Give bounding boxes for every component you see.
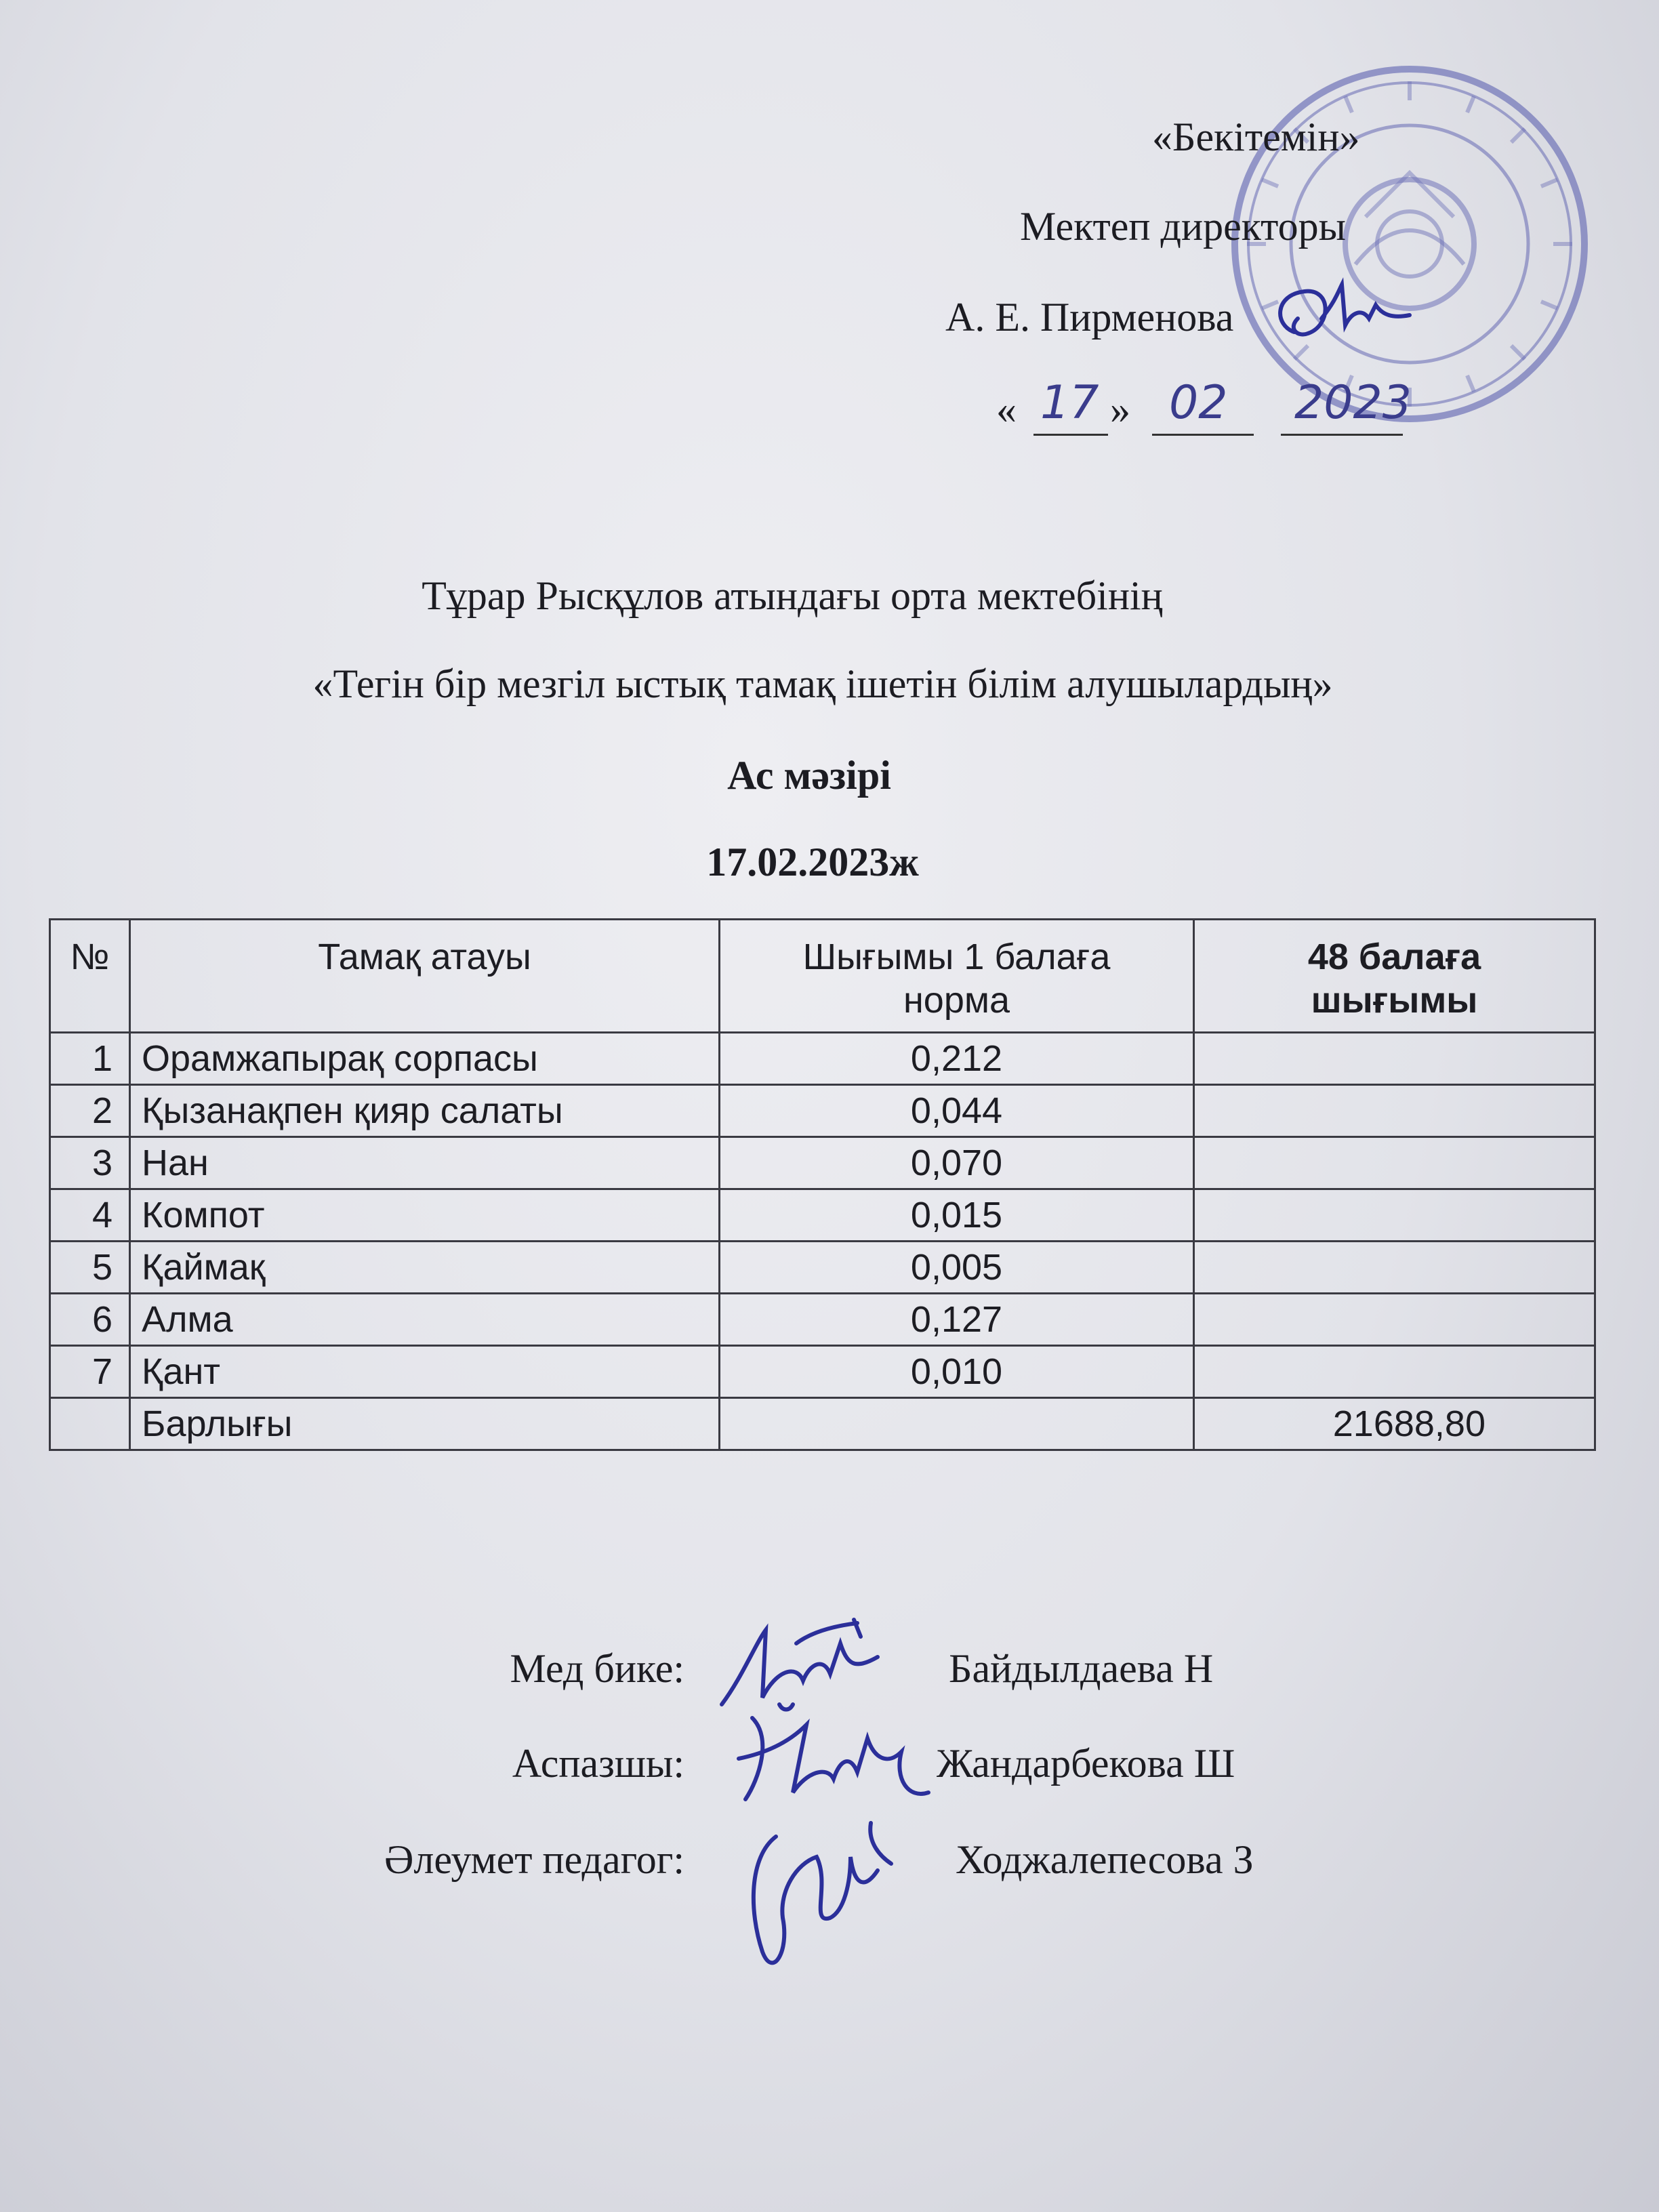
- row-dish-name: Алма: [130, 1294, 720, 1346]
- program-line: «Тегін бір мезгіл ыстық тамақ ішетін білім алушылардың»: [312, 661, 1333, 706]
- school-name-line: Тұрар Рысқұлов атындағы орта мектебінің: [422, 573, 1163, 618]
- row-dish-name: Орамжапырақ сорпасы: [130, 1033, 720, 1085]
- row-dish-name: Қаймақ: [130, 1242, 720, 1294]
- table-row: [50, 1242, 1595, 1294]
- cook-signature: [732, 1698, 935, 1813]
- header-total-48: 48 балаға шығымы: [1194, 920, 1595, 1033]
- approval-name: А. Е. Пирменова: [945, 295, 1234, 340]
- approval-title: «Бекітемін»: [1152, 115, 1360, 159]
- table-row: [50, 1085, 1595, 1137]
- signature-person-name: Ходжалепесова З: [956, 1837, 1254, 1882]
- date-day: 17: [1040, 376, 1099, 430]
- table-row: [50, 1346, 1595, 1398]
- signature-role-label: Аспазшы:: [512, 1741, 684, 1786]
- row-total-value: [1194, 1189, 1595, 1242]
- total-row-number: [50, 1398, 130, 1450]
- row-number: 2: [50, 1085, 130, 1137]
- row-total-value: [1194, 1085, 1595, 1137]
- row-number: 6: [50, 1294, 130, 1346]
- total-row: [50, 1398, 1595, 1450]
- row-total-value: [1194, 1242, 1595, 1294]
- row-number: 5: [50, 1242, 130, 1294]
- menu-table-body: [50, 1033, 1595, 1398]
- signature-role-label: Әлеумет педагог:: [384, 1837, 684, 1882]
- table-row: [50, 1033, 1595, 1085]
- approval-position: Мектеп директоры: [1020, 204, 1346, 249]
- menu-date: 17.02.2023ж: [706, 840, 919, 884]
- signature-person-name: Жандарбекова Ш: [937, 1741, 1235, 1786]
- row-dish-name: Қызанақпен қияр салаты: [130, 1085, 720, 1137]
- header-dish-name: Тамақ атауы: [130, 920, 720, 1033]
- row-number: 1: [50, 1033, 130, 1085]
- row-dish-name: Нан: [130, 1137, 720, 1189]
- table-row: [50, 1137, 1595, 1189]
- date-day-underline: [1033, 434, 1108, 436]
- row-norm-value: 0,212: [720, 1033, 1194, 1085]
- row-dish-name: Қант: [130, 1346, 720, 1398]
- date-year-underline: [1281, 434, 1403, 436]
- row-dish-name: Компот: [130, 1189, 720, 1242]
- table-header-row: [50, 920, 1595, 1033]
- table-row: [50, 1189, 1595, 1242]
- row-total-value: [1194, 1033, 1595, 1085]
- row-norm-value: 0,044: [720, 1085, 1194, 1137]
- director-signature: [1267, 278, 1423, 352]
- row-norm-value: 0,005: [720, 1242, 1194, 1294]
- total-label: Барлығы: [130, 1398, 720, 1450]
- header-norm-per-child: Шығымы 1 балаға норма: [720, 920, 1194, 1033]
- row-number: 3: [50, 1137, 130, 1189]
- menu-title: Ас мәзірі: [727, 753, 891, 798]
- row-norm-value: 0,015: [720, 1189, 1194, 1242]
- date-month-underline: [1152, 434, 1254, 436]
- row-number: 7: [50, 1346, 130, 1398]
- row-norm-value: 0,010: [720, 1346, 1194, 1398]
- signature-person-name: Байдылдаева Н: [949, 1646, 1214, 1691]
- row-total-value: [1194, 1137, 1595, 1189]
- row-norm-value: 0,070: [720, 1137, 1194, 1189]
- row-total-value: [1194, 1346, 1595, 1398]
- date-month: 02: [1169, 376, 1228, 430]
- date-close-quote: »: [1110, 387, 1130, 432]
- menu-table: [49, 918, 1596, 1451]
- total-value: 21688,80: [1194, 1398, 1595, 1450]
- table-row: [50, 1294, 1595, 1346]
- total-row-norm: [720, 1398, 1194, 1450]
- header-number: №: [50, 920, 130, 1033]
- row-norm-value: 0,127: [720, 1294, 1194, 1346]
- signature-role-label: Мед бике:: [510, 1646, 684, 1691]
- date-year: 2023: [1294, 376, 1412, 430]
- row-number: 4: [50, 1189, 130, 1242]
- date-open-quote: «: [996, 387, 1017, 432]
- row-total-value: [1194, 1294, 1595, 1346]
- social-pedagogue-signature: [735, 1816, 898, 1979]
